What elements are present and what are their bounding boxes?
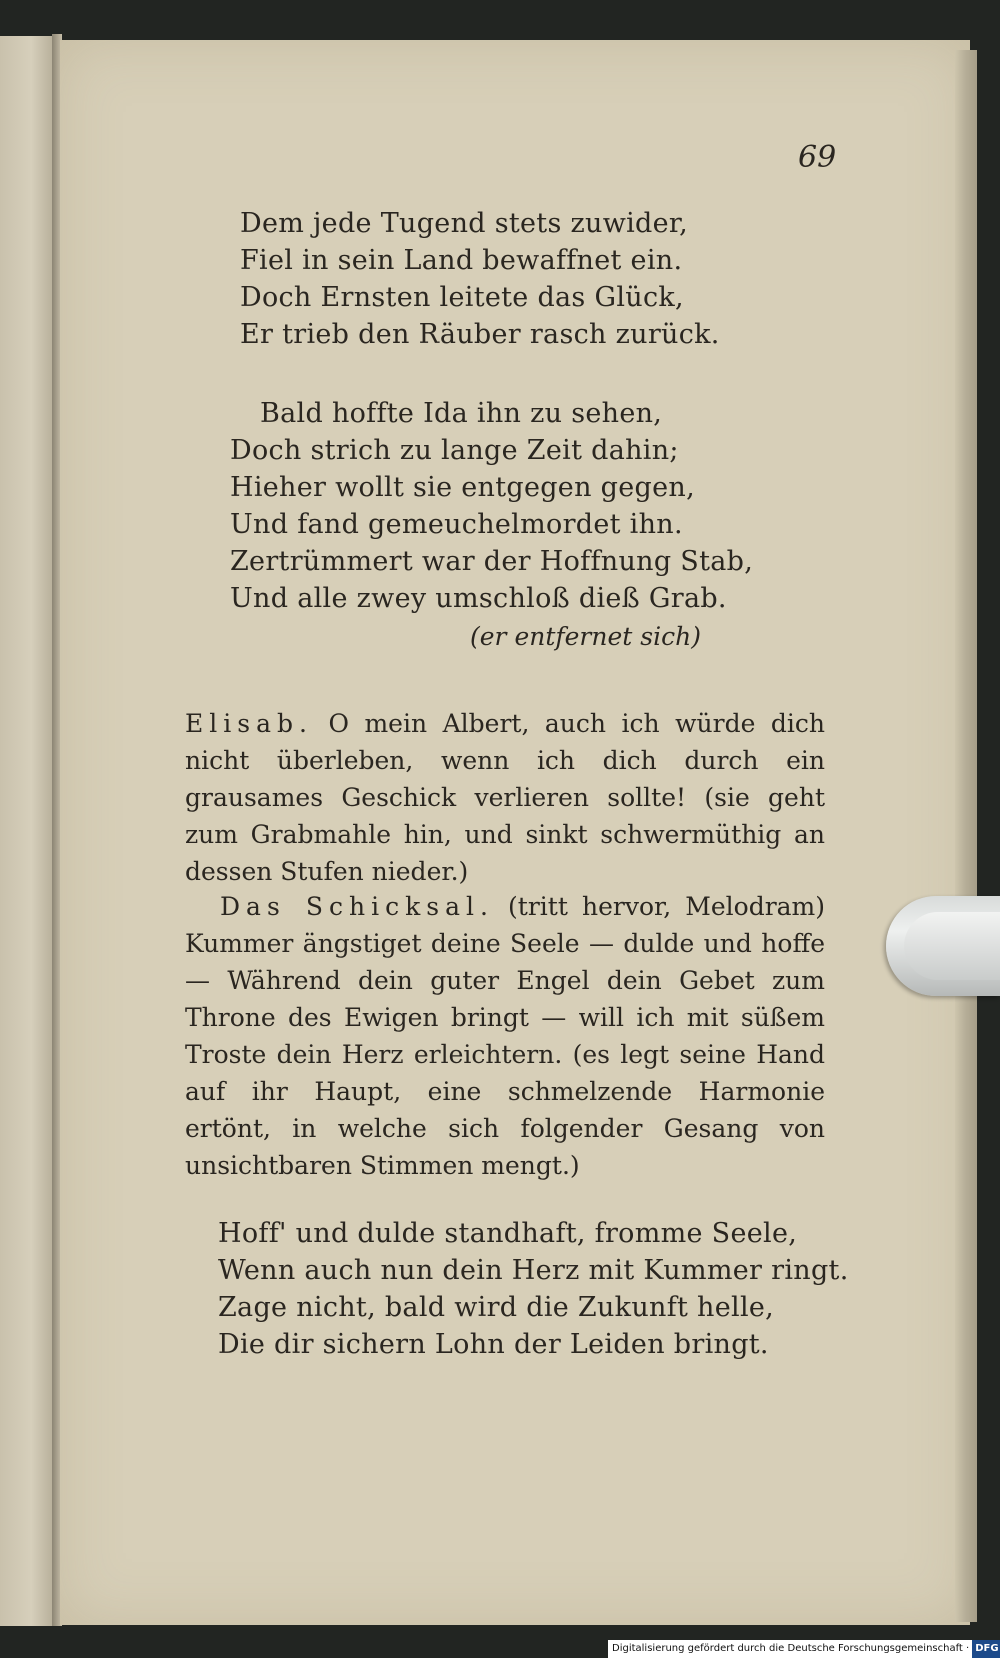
verse-line: Die dir sichern Lohn der Leiden bringt. xyxy=(218,1329,769,1360)
digitization-footer xyxy=(608,1640,1000,1658)
speech-elisab xyxy=(185,705,825,890)
verse-line: Doch Ernsten leitete das Glück, xyxy=(240,282,684,313)
verse-line: Bald hoffte Ida ihn zu sehen, xyxy=(260,398,663,429)
speech-text: O mein Albert, auch ich würde dich nicht überleben, wenn ich dich durch ein grausames Geschick verlieren sollte! (sie geht zum Grabmahle hin, und sinkt schwermüthig an dessen Stufen nieder.) xyxy=(185,709,826,886)
page-number: 69 xyxy=(798,140,837,175)
verse-line: Er trieb den Räuber rasch zurück. xyxy=(240,319,720,350)
verse-line: Doch strich zu lange Zeit dahin; xyxy=(230,435,679,466)
page-clip-highlight xyxy=(904,912,1000,980)
verse-stanza-2 xyxy=(230,395,753,617)
verse-line: Wenn auch nun dein Herz mit Kummer ringt. xyxy=(218,1255,849,1286)
page-stack-edge xyxy=(955,50,977,1622)
verse-line: Zage nicht, bald wird die Zukunft helle, xyxy=(218,1292,775,1323)
verse-line: Und alle zwey umschloß dieß Grab. xyxy=(230,583,727,614)
speaker-name: Das Schicksal. xyxy=(220,892,494,921)
verse-line: Zertrümmert war der Hoffnung Stab, xyxy=(230,546,754,577)
footer-text: Digitalisierung gefördert durch die Deutsche Forschungsgemeinschaft · xyxy=(612,1643,970,1654)
verse-stanza-3 xyxy=(218,1215,849,1363)
left-page-edge xyxy=(0,36,52,1626)
speaker-name: Elisab. xyxy=(185,709,313,738)
speech-text: (tritt hervor, Melodram) Kummer ängstiget deine Seele — dulde und hoffe — Während dein guter Engel dein Gebet zum Throne des Ewigen bringt — will ich mit süßem Troste dein Herz erleichtern. (es legt seine Hand auf ihr Haupt, eine schmelzende Harmonie ertönt, in welche sich folgender Gesang von unsichtbaren Stimmen mengt.) xyxy=(185,892,826,1180)
stage-direction: (er entfernet sich) xyxy=(470,622,701,651)
speech-schicksal xyxy=(185,888,825,1184)
verse-line: Dem jede Tugend stets zuwider, xyxy=(240,208,689,239)
verse-line: Hoff' und dulde standhaft, fromme Seele, xyxy=(218,1218,798,1249)
verse-stanza-1 xyxy=(240,205,720,353)
verse-line: Hieher wollt sie entgegen gegen, xyxy=(230,472,695,503)
verse-line: Fiel in sein Land bewaffnet ein. xyxy=(240,245,683,276)
verse-line: Und fand gemeuchelmordet ihn. xyxy=(230,509,683,540)
dfg-logo: DFG xyxy=(972,1640,1000,1658)
